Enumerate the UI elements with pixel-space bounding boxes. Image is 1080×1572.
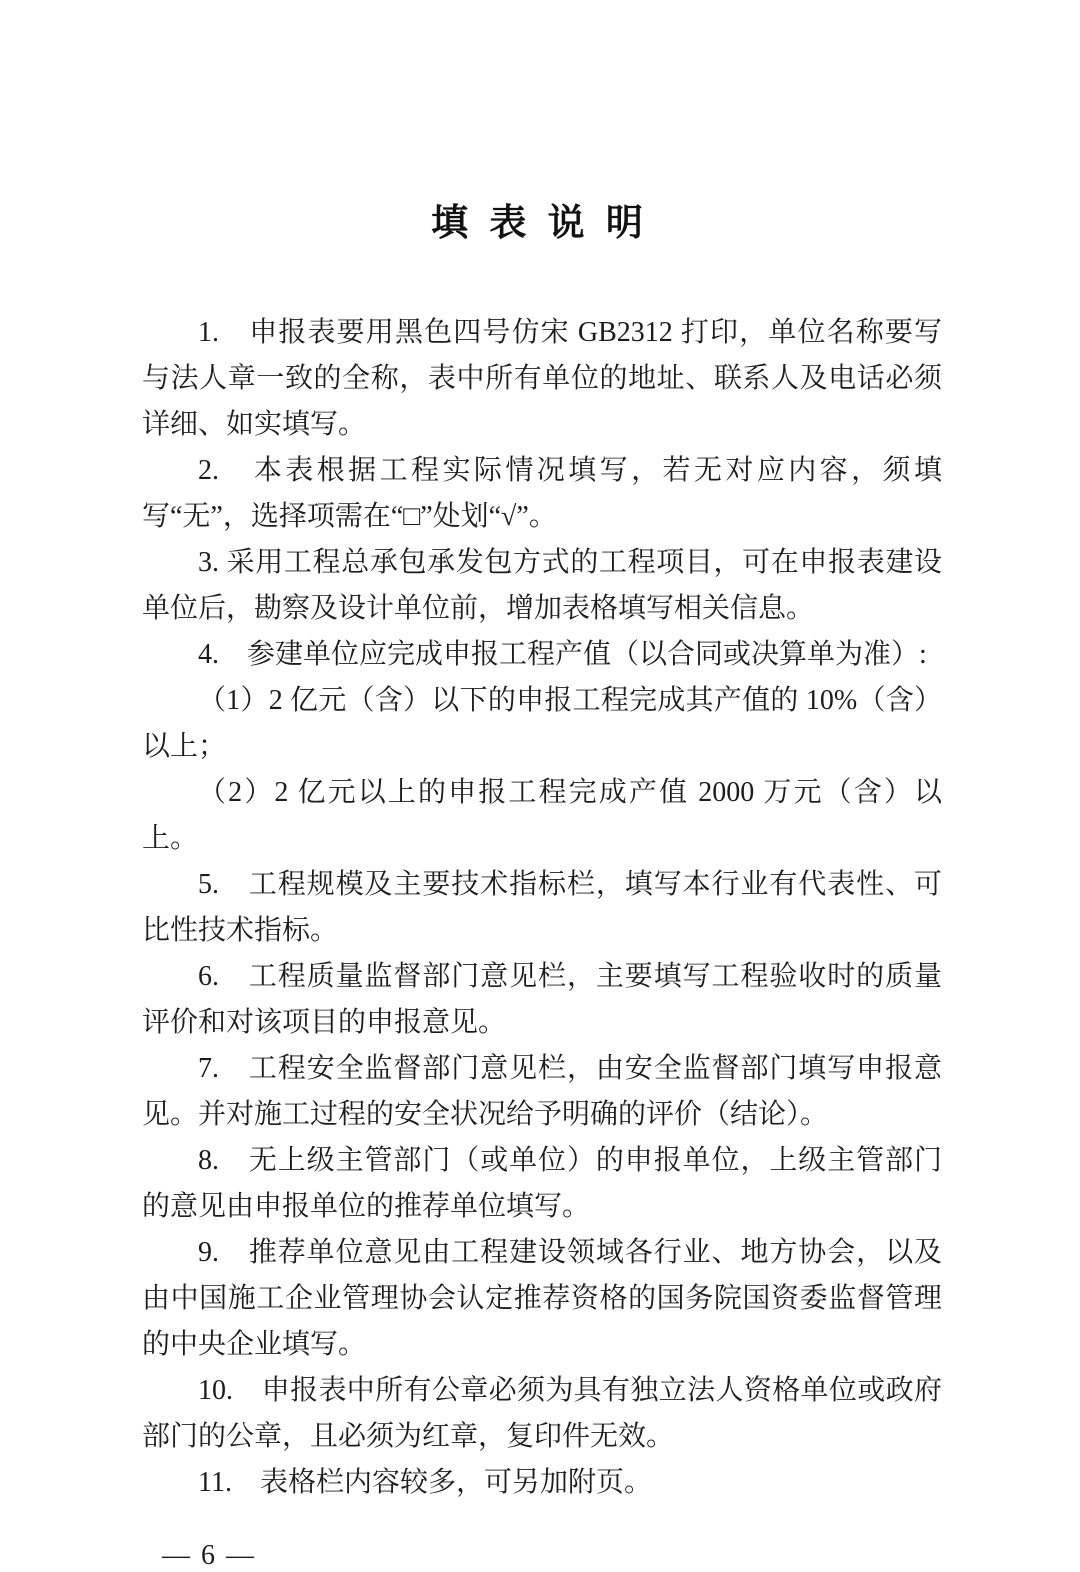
instruction-paragraph-5: 5. 工程规模及主要技术指标栏，填写本行业有代表性、可比性技术指标。 bbox=[142, 869, 942, 946]
instruction-paragraph-8: 8. 无上级主管部门（或单位）的申报单位，上级主管部门的意见由申报单位的推荐单位填写。 bbox=[142, 1145, 942, 1222]
instruction-paragraph-4-item-2: （2）2 亿元以上的申报工程完成产值 2000 万元（含）以上。 bbox=[142, 777, 942, 854]
instruction-paragraph-4-item-1: （1）2 亿元（含）以下的申报工程完成其产值的 10%（含）以上； bbox=[142, 685, 942, 762]
instruction-paragraph-11: 11. 表格栏内容较多，可另加附页。 bbox=[198, 1467, 652, 1498]
instruction-paragraph-6: 6. 工程质量监督部门意见栏，主要填写工程验收时的质量评价和对该项目的申报意见。 bbox=[142, 961, 942, 1038]
instruction-paragraph-3: 3. 采用工程总承包承发包方式的工程项目，可在申报表建设单位后，勘察及设计单位前，增加表格填写相关信息。 bbox=[142, 547, 942, 624]
instructions-body bbox=[142, 310, 942, 1506]
page-title: 填 表 说 明 bbox=[431, 203, 649, 244]
instruction-paragraph-10: 10. 申报表中所有公章必须为具有独立法人资格单位或政府部门的公章，且必须为红章，复印件无效。 bbox=[142, 1375, 942, 1452]
page-number: — 6 — bbox=[162, 1540, 256, 1571]
instruction-paragraph-1: 1. 申报表要用黑色四号仿宋 GB2312 打印，单位名称要写与法人章一致的全称，表中所有单位的地址、联系人及电话必须详细、如实填写。 bbox=[142, 317, 942, 440]
instruction-paragraph-2: 2. 本表根据工程实际情况填写，若无对应内容，须填写“无”，选择项需在“□”处划“√”。 bbox=[142, 455, 942, 532]
instruction-paragraph-4: 4. 参建单位应完成申报工程产值（以合同或决算单为准）: bbox=[198, 639, 927, 670]
instruction-paragraph-7: 7. 工程安全监督部门意见栏，由安全监督部门填写申报意见。并对施工过程的安全状况给予明确的评价（结论）。 bbox=[142, 1053, 942, 1130]
instruction-paragraph-9: 9. 推荐单位意见由工程建设领域各行业、地方协会，以及由中国施工企业管理协会认定推荐资格的国务院国资委监督管理的中央企业填写。 bbox=[142, 1237, 942, 1360]
